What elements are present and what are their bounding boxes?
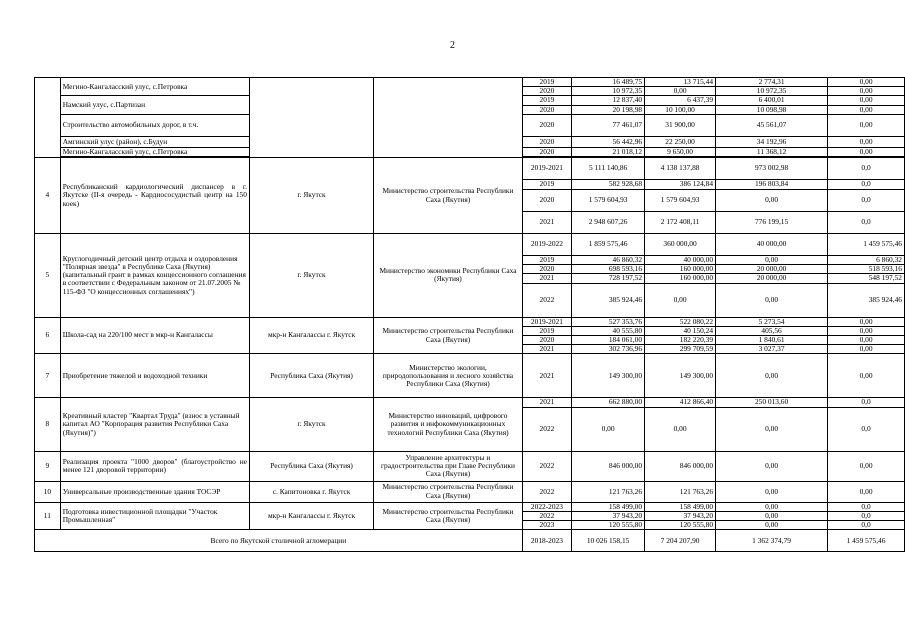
location-empty (249, 78, 373, 158)
total-cell: 1 859 575,46 (572, 234, 645, 256)
regional-cell: 0,00 (716, 502, 828, 511)
federal-cell: 182 220,39 (645, 336, 716, 345)
regional-cell: 20 000,00 (716, 265, 828, 274)
federal-cell: 846 000,00 (645, 451, 716, 481)
regional-cell: 0,00 (716, 521, 828, 530)
period-cell: 2020 (522, 265, 571, 274)
federal-cell: 1 579 604,93 (645, 190, 716, 212)
extra-cell: 0,00 (828, 451, 905, 481)
period-cell: 2021 (522, 398, 571, 407)
total-label: Всего по Якутской столичной агломерации (35, 530, 523, 552)
federal-cell: 360 000,00 (645, 234, 716, 256)
extra-cell: 518 593,16 (828, 265, 905, 274)
regional-cell: 0,00 (716, 354, 828, 398)
period-cell: 2019 (522, 78, 571, 87)
total-cell: 5 111 140,86 (572, 158, 645, 180)
federal-cell: 149 300,00 (645, 354, 716, 398)
extra-cell: 0,00 (828, 78, 905, 87)
subitem-name: Амгинский улус (район), с.Будун (60, 136, 249, 147)
page-number: 2 (450, 40, 455, 51)
extra-cell: 0,0 (828, 180, 905, 190)
project-org: Министерство строительства Республики Саха (Якутия) (374, 158, 523, 234)
extra-cell: 0,0 (828, 158, 905, 180)
regional-cell: 250 013,60 (716, 398, 828, 407)
regional-cell: 0,00 (716, 190, 828, 212)
grand-total: 10 026 158,15 (572, 530, 645, 552)
period-cell: 2022 (522, 283, 571, 317)
total-cell: 37 943,20 (572, 511, 645, 520)
subitem-name: Мегино-Кангаласский улус, с.Петровка (60, 78, 249, 96)
regional-cell: 5 273,54 (716, 317, 828, 326)
period-cell: 2020 (522, 136, 571, 147)
grand-federal: 7 204 207,90 (645, 530, 716, 552)
project-name: Креативный кластер "Квартал Труда" (взнос в уставный капитал АО "Корпорация развития Республики Саха (Якутия)") (60, 398, 249, 451)
regional-cell: 34 192,96 (716, 136, 828, 147)
row-num-empty (35, 78, 61, 158)
extra-cell: 0,0 (828, 398, 905, 407)
project-name: Круглогодичный детский центр отдыха и оздоровления "Полярная звезда" в Республике Саха (Якутия) (капитальный грант в рамках концессионного соглашения в соответствии с Федеральным законом от 21.07.2005 № 115-ФЗ "О концессионных соглашениях") (60, 234, 249, 318)
federal-cell: 0,00 (645, 407, 716, 451)
grand-regional: 1 362 374,79 (716, 530, 828, 552)
extra-cell: 0,0 (828, 212, 905, 234)
extra-cell: 0,0 (828, 521, 905, 530)
total-cell: 21 018,12 (572, 147, 645, 156)
period-cell: 2021 (522, 212, 571, 234)
federal-cell: 158 499,00 (645, 502, 716, 511)
total-cell: 1 579 604,93 (572, 190, 645, 212)
period-cell: 2019-2021 (522, 317, 571, 326)
total-cell: 12 837,40 (572, 96, 645, 105)
total-cell: 40 555,80 (572, 326, 645, 335)
total-cell: 0,00 (572, 407, 645, 451)
period-cell: 2022 (522, 451, 571, 481)
project-location: Республика Саха (Якутия) (249, 451, 373, 481)
regional-cell: 0,00 (716, 407, 828, 451)
federal-cell: 6 437,39 (645, 96, 716, 105)
period-cell: 2019-2022 (522, 234, 571, 256)
total-cell: 2 948 607,26 (572, 212, 645, 234)
total-period: 2018-2023 (522, 530, 571, 552)
regional-cell: 0,00 (716, 511, 828, 520)
project-location: Республика Саха (Якутия) (249, 354, 373, 398)
project-org: Министерство экологии, природопользования и лесного хозяйства Республики Саха (Якутия) (374, 354, 523, 398)
grand-extra: 1 459 575,46 (828, 530, 905, 552)
project-org: Министерство экономики Республики Саха (Якутия) (374, 234, 523, 318)
regional-cell: 10 098,98 (716, 105, 828, 114)
total-cell: 662 880,00 (572, 398, 645, 407)
project-org: Министерство инноваций, цифрового развития и инфокоммуникационных технологий Республики Саха (Якутия) (374, 398, 523, 451)
federal-cell: 22 250,00 (645, 136, 716, 147)
period-cell: 2019 (522, 326, 571, 335)
federal-cell: 0,00 (645, 283, 716, 317)
federal-cell: 160 000,00 (645, 274, 716, 283)
regional-cell: 973 002,98 (716, 158, 828, 180)
period-cell: 2021 (522, 274, 571, 283)
total-cell: 698 593,16 (572, 265, 645, 274)
period-cell: 2020 (522, 190, 571, 212)
total-cell: 728 197,52 (572, 274, 645, 283)
project-number: 5 (35, 234, 61, 318)
federal-cell: 522 080,22 (645, 317, 716, 326)
extra-cell: 0,00 (828, 136, 905, 147)
project-location: мкр-н Кангалассы г. Якутск (249, 317, 373, 354)
regional-cell: 405,56 (716, 326, 828, 335)
project-number: 7 (35, 354, 61, 398)
project-name: Универсальные производственные здания ТОСЭР (60, 481, 249, 502)
regional-cell: 11 368,12 (716, 147, 828, 156)
period-cell: 2022 (522, 511, 571, 520)
total-cell: 16 489,75 (572, 78, 645, 87)
total-cell: 158 499,00 (572, 502, 645, 511)
regional-cell: 6 400,01 (716, 96, 828, 105)
extra-cell: 6 860,32 (828, 256, 905, 265)
extra-cell: 0,0 (828, 502, 905, 511)
period-cell: 2020 (522, 147, 571, 156)
extra-cell: 0,00 (828, 354, 905, 398)
extra-cell: 0,00 (828, 345, 905, 354)
project-location: с. Капитоновка г. Якутск (249, 481, 373, 502)
total-cell: 77 461,07 (572, 114, 645, 136)
total-cell: 582 928,68 (572, 180, 645, 190)
federal-cell: 40 000,00 (645, 256, 716, 265)
project-number: 9 (35, 451, 61, 481)
regional-cell: 10 972,35 (716, 87, 828, 96)
regional-cell: 776 199,15 (716, 212, 828, 234)
extra-cell: 0,0 (828, 407, 905, 451)
subitem-name: Намский улус, с.Партизан (60, 96, 249, 114)
period-cell: 2021 (522, 345, 571, 354)
project-location: г. Якутск (249, 234, 373, 318)
period-cell: 2019 (522, 180, 571, 190)
extra-cell: 0,00 (828, 317, 905, 326)
federal-cell: 386 124,84 (645, 180, 716, 190)
federal-cell: 9 650,00 (645, 147, 716, 156)
period-cell: 2022-2023 (522, 502, 571, 511)
project-location: г. Якутск (249, 398, 373, 451)
project-number: 4 (35, 158, 61, 234)
extra-cell: 0,00 (828, 105, 905, 114)
federal-cell: 31 900,00 (645, 114, 716, 136)
project-location: мкр-н Кангаласcы г. Якутск (249, 502, 373, 530)
extra-cell: 548 197,52 (828, 274, 905, 283)
federal-cell: 120 555,80 (645, 521, 716, 530)
federal-cell: 2 172 408,11 (645, 212, 716, 234)
period-cell: 2020 (522, 105, 571, 114)
project-org: Министерство строительства Республики Саха (Якутия) (374, 317, 523, 354)
total-cell: 302 736,96 (572, 345, 645, 354)
period-cell: 2020 (522, 87, 571, 96)
project-number: 6 (35, 317, 61, 354)
regional-cell: 1 840,61 (716, 336, 828, 345)
project-org: Министерство строительства Республики Саха (Якутия) (374, 481, 523, 502)
federal-cell: 121 763,26 (645, 481, 716, 502)
org-empty (374, 78, 523, 158)
period-cell: 2020 (522, 114, 571, 136)
federal-cell: 299 709,59 (645, 345, 716, 354)
project-number: 11 (35, 502, 61, 530)
federal-cell: 0,00 (645, 87, 716, 96)
project-name: Подготовка инвестиционной площадки "Участок Промышленная" (60, 502, 249, 530)
regional-cell: 2 774,31 (716, 78, 828, 87)
period-cell: 2020 (522, 336, 571, 345)
total-cell: 527 353,76 (572, 317, 645, 326)
total-cell: 385 924,46 (572, 283, 645, 317)
federal-cell: 37 943,20 (645, 511, 716, 520)
federal-cell: 10 100,00 (645, 105, 716, 114)
extra-cell: 0,00 (828, 96, 905, 105)
extra-cell: 0,00 (828, 481, 905, 502)
project-number: 10 (35, 481, 61, 502)
regional-cell: 3 027,37 (716, 345, 828, 354)
regional-cell: 20 000,00 (716, 274, 828, 283)
federal-cell: 4 138 137,88 (645, 158, 716, 180)
extra-cell: 0,00 (828, 114, 905, 136)
total-cell: 149 300,00 (572, 354, 645, 398)
project-name: Республиканский кардиологический диспансер в г. Якутске (II-я очередь - Кардиососудистый центр на 150 коек) (60, 158, 249, 234)
regional-cell: 0,00 (716, 481, 828, 502)
extra-cell: 0,00 (828, 336, 905, 345)
period-cell: 2023 (522, 521, 571, 530)
total-cell: 20 198,98 (572, 105, 645, 114)
regional-cell: 0,00 (716, 451, 828, 481)
extra-cell: 0,0 (828, 190, 905, 212)
project-name: Приобретение тяжелой и водоходной техники (60, 354, 249, 398)
project-location: г. Якутск (249, 158, 373, 234)
total-cell: 184 061,00 (572, 336, 645, 345)
total-cell: 121 763,26 (572, 481, 645, 502)
total-cell: 46 860,32 (572, 256, 645, 265)
federal-cell: 412 866,40 (645, 398, 716, 407)
federal-cell: 160 000,00 (645, 265, 716, 274)
period-cell: 2022 (522, 481, 571, 502)
total-cell: 120 555,80 (572, 521, 645, 530)
regional-cell: 196 803,84 (716, 180, 828, 190)
total-cell: 10 972,35 (572, 87, 645, 96)
period-cell: 2021 (522, 354, 571, 398)
project-name: Школа-сад на 220/100 мест в мкр-н Кангалассы (60, 317, 249, 354)
investment-projects-table (34, 77, 905, 552)
regional-cell: 45 561,07 (716, 114, 828, 136)
extra-cell: 1 459 575,46 (828, 234, 905, 256)
project-name: Реализация проекта "1000 дворов" (благоустройство не менее 121 дворовой территории) (60, 451, 249, 481)
project-org: Министерство строительства Республики Саха (Якутия) (374, 502, 523, 530)
total-cell: 56 442,96 (572, 136, 645, 147)
subitem-name: Строительство автомобильных дорог, в т.ч. (60, 114, 249, 136)
regional-cell: 40 000,00 (716, 234, 828, 256)
period-cell: 2022 (522, 407, 571, 451)
period-cell: 2019-2021 (522, 158, 571, 180)
project-number: 8 (35, 398, 61, 451)
total-cell: 846 000,00 (572, 451, 645, 481)
extra-cell: 385 924,46 (828, 283, 905, 317)
extra-cell: 0,0 (828, 511, 905, 520)
subitem-name: Мегино-Кангаласский улус, с.Петровка (60, 147, 249, 156)
federal-cell: 40 150,24 (645, 326, 716, 335)
period-cell: 2019 (522, 256, 571, 265)
extra-cell: 0,00 (828, 326, 905, 335)
project-org: Управление архитектуры и градостроительства при Главе Республики Саха (Якутия) (374, 451, 523, 481)
extra-cell: 0,00 (828, 147, 905, 156)
federal-cell: 13 715,44 (645, 78, 716, 87)
period-cell: 2019 (522, 96, 571, 105)
regional-cell: 0,00 (716, 256, 828, 265)
regional-cell: 0,00 (716, 283, 828, 317)
extra-cell: 0,00 (828, 87, 905, 96)
